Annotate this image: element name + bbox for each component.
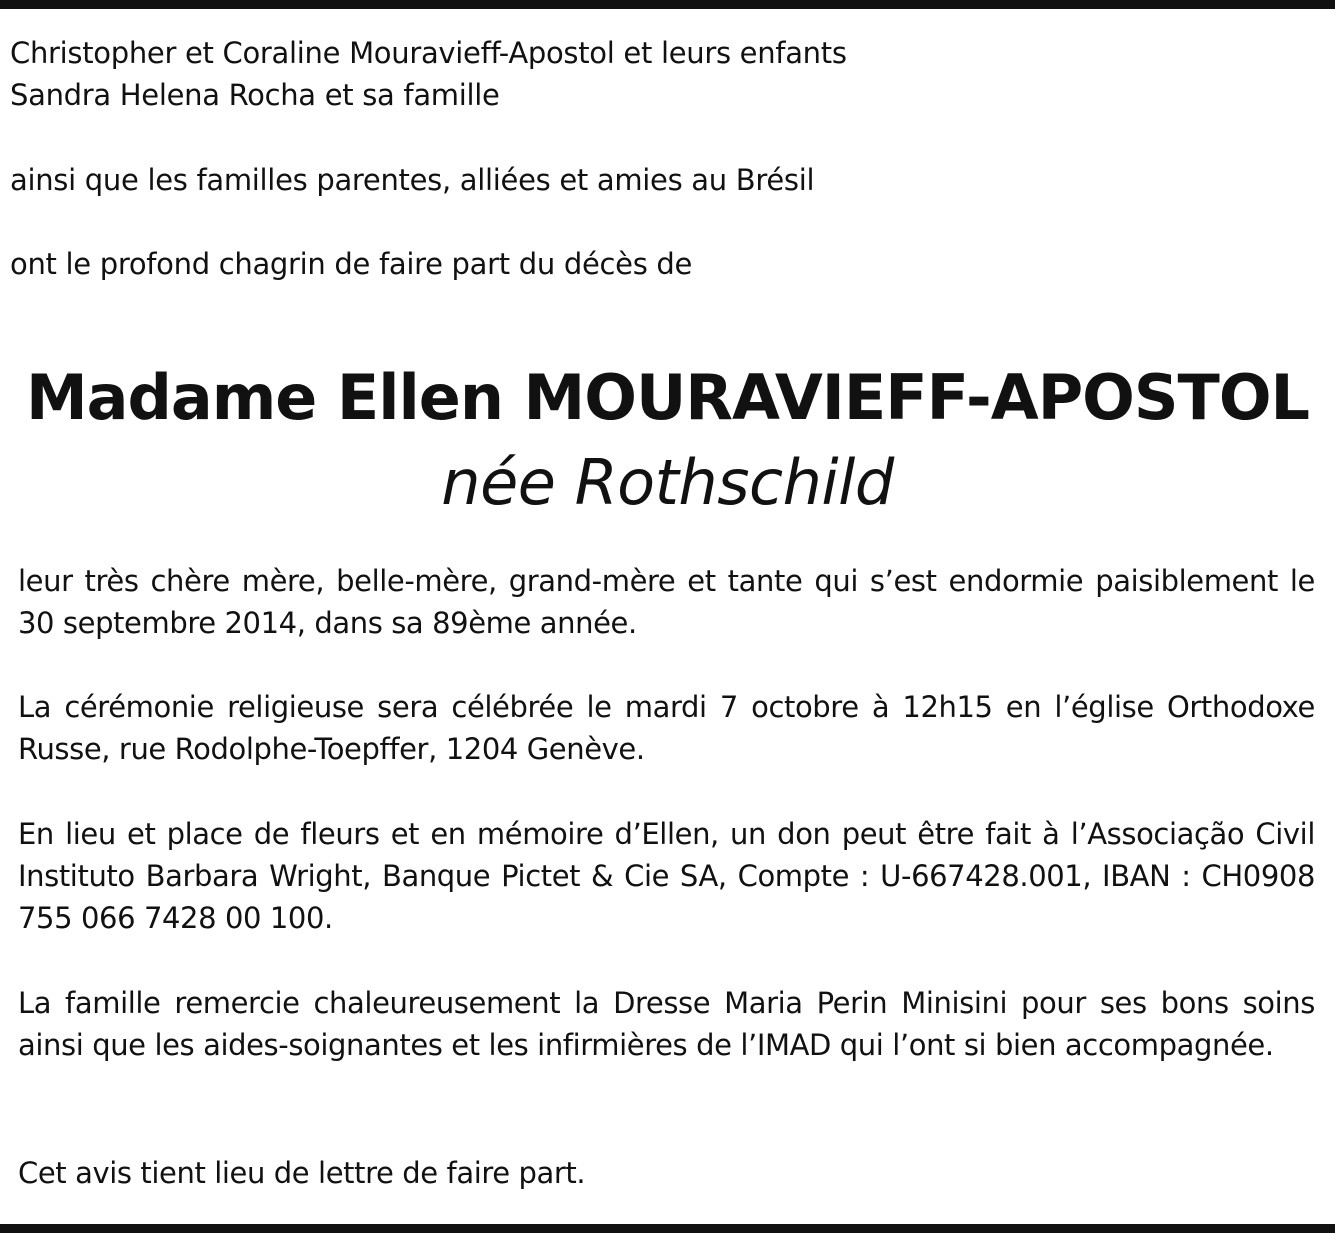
paragraph-thanks: La famille remercie chaleureusement la Dresse Maria Perin Minisini pour ses bons soins ainsi que les aides-soignantes et les infirmières de l’IMAD qui l’ont si bien accompagnée. (18, 986, 1315, 1062)
paragraph-relationship: leur très chère mère, belle-mère, grand-mère et tante qui s’est endormie paisiblement le 30 septembre 2014, dans sa 89ème année. (18, 564, 1315, 640)
paragraph-donation: En lieu et place de fleurs et en mémoire d’Ellen, un don peut être fait à l’Associação Civil Instituto Barbara Wright, Banque Pictet & Cie SA, Compte : U-667428.001, IBAN : CH0908 755 066 7428 00 100. (18, 817, 1315, 935)
family-line-sandra: Sandra Helena Rocha et sa famille (10, 78, 500, 112)
family-line-christopher: Christopher et Coraline Mouravieff-Apostol et leurs enfants (10, 36, 847, 70)
paragraph-ceremony: La cérémonie religieuse sera célébrée le mardi 7 octobre à 12h15 en l’église Orthodoxe Russe, rue Rodolphe-Toepffer, 1204 Genève. (18, 690, 1315, 766)
family-line-relatives: ainsi que les familles parentes, alliées et amies au Brésil (10, 163, 815, 197)
deceased-maiden-name: née Rothschild (441, 446, 894, 519)
paragraph-closing: Cet avis tient lieu de lettre de faire part. (18, 1156, 586, 1190)
bottom-border-rule (0, 1224, 1335, 1233)
announcement-line: ont le profond chagrin de faire part du décès de (10, 247, 693, 281)
deceased-name: Madame Ellen MOURAVIEFF-APOSTOL (25, 361, 1310, 434)
top-border-rule (0, 0, 1335, 9)
